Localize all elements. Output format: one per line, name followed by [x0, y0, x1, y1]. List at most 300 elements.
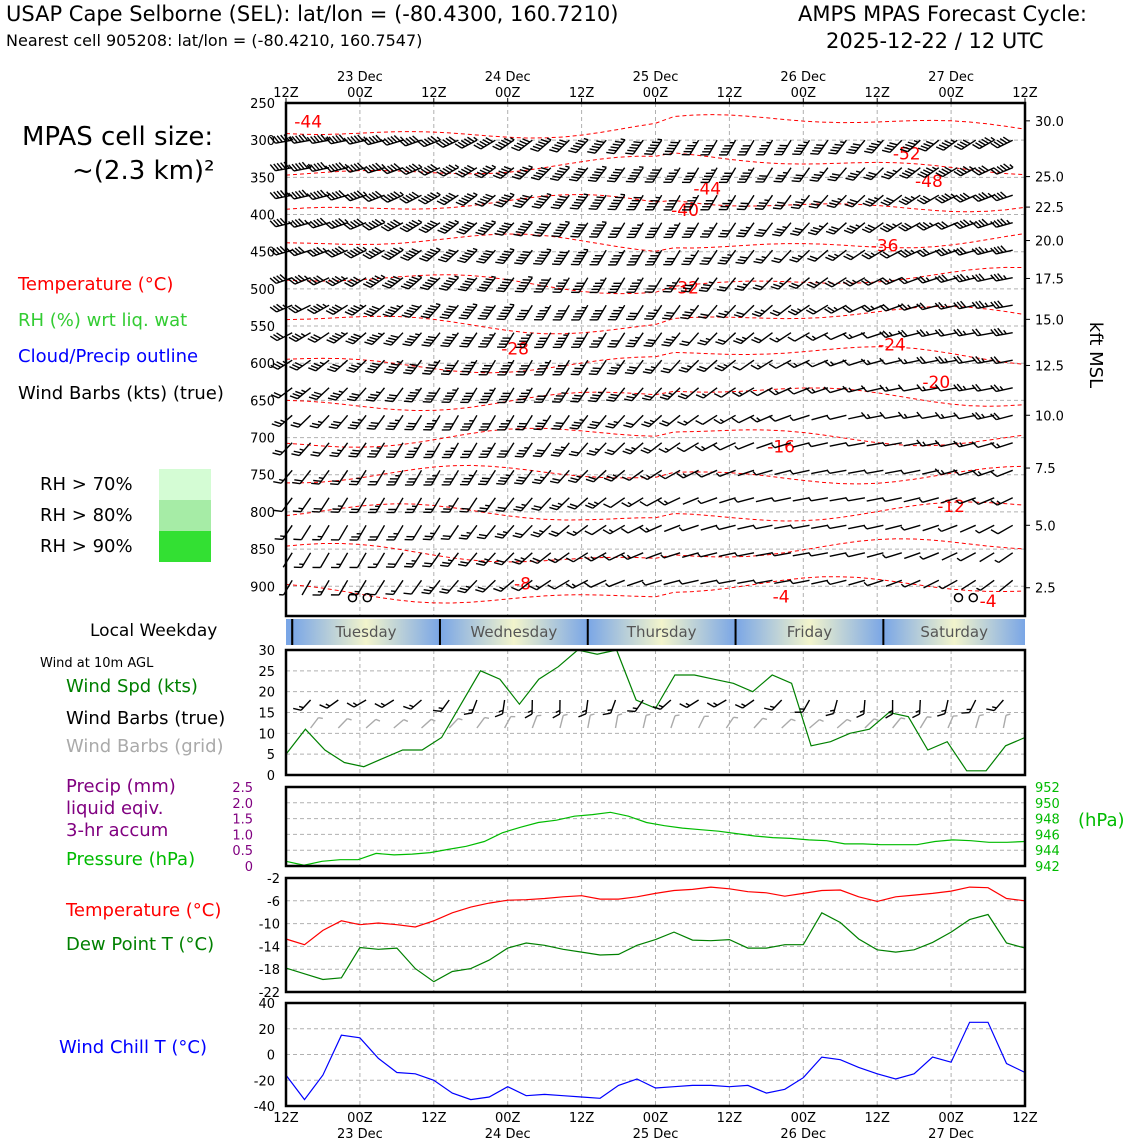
- calm-wind-circle: [969, 594, 977, 602]
- wind-barb: [904, 443, 921, 446]
- wind-barb: [460, 439, 477, 461]
- wind-barb: [440, 549, 458, 570]
- wind-barb: [513, 190, 533, 210]
- wind-barb: [751, 354, 773, 371]
- pressure-label: Pressure (hPa): [66, 849, 196, 870]
- windchill-tick-label: 20: [258, 1022, 275, 1038]
- temp-tick-label: -10: [258, 917, 280, 933]
- wind-barb: [456, 189, 477, 208]
- wind-barb: [608, 302, 625, 324]
- legend-rh70-label: RH > 70%: [40, 474, 133, 495]
- isotherm-label: -4: [979, 592, 997, 613]
- wind-barb: [755, 191, 773, 212]
- wind-barb: [770, 300, 791, 318]
- wind-barb: [640, 492, 662, 508]
- pressure-tick-label: 750: [250, 468, 275, 484]
- temp-panel-label: Temperature (°C): [66, 900, 222, 921]
- pressure-tick-label: 850: [250, 543, 275, 559]
- wind-barb: [386, 494, 403, 516]
- surface-wind-barb: [680, 694, 699, 710]
- wind-barb: [972, 271, 994, 282]
- grid-wind-barb: [782, 718, 796, 731]
- kft-tick-label: 5.0: [1035, 519, 1056, 535]
- forecast-cycle-label: AMPS MPAS Forecast Cycle:: [798, 2, 1087, 26]
- wind-barb: [935, 326, 957, 337]
- wind-barb: [848, 470, 865, 473]
- wind-barb: [455, 162, 476, 179]
- wind-barb: [679, 355, 699, 375]
- isotherm-label: -52: [892, 144, 921, 165]
- pressure-unit-label: (hPa): [1078, 810, 1125, 831]
- wind-barb: [460, 357, 477, 379]
- wind-barb: [898, 381, 920, 392]
- wind-barb: [697, 328, 717, 348]
- wind-barb: [385, 384, 403, 405]
- wind-barb: [571, 356, 588, 378]
- top-time-label: 12Z: [568, 86, 595, 101]
- wind-barb: [793, 443, 809, 447]
- wind-barb: [363, 244, 385, 261]
- wind-barb: [825, 272, 846, 289]
- wind-barb: [770, 327, 791, 344]
- panel-frame-pres: [286, 787, 1025, 866]
- wind-barb: [495, 521, 514, 541]
- wind-barb: [311, 466, 329, 487]
- wind-barb: [681, 246, 698, 267]
- wind-barb: [291, 438, 310, 458]
- kft-tick-label: 30.0: [1035, 114, 1064, 130]
- wind-barb: [827, 411, 846, 419]
- wind-barb: [899, 217, 921, 233]
- wind-barb: [735, 273, 754, 293]
- calm-wind-circle: [363, 594, 371, 602]
- wind-barb: [645, 219, 662, 241]
- wind-barb: [497, 384, 514, 406]
- top-date-label: 27 Dec: [928, 70, 975, 85]
- wind-barb: [737, 191, 754, 212]
- wind-barb: [769, 354, 791, 370]
- wind-barb: [991, 353, 1013, 364]
- wind-barb: [383, 328, 403, 348]
- wind-barb: [381, 161, 403, 175]
- wind-barb: [308, 355, 329, 374]
- wind-barb: [533, 411, 550, 432]
- wind-barb: [790, 466, 809, 474]
- temp-tick-label: -2: [267, 872, 280, 887]
- wind-barb: [589, 329, 606, 351]
- wind-barb: [830, 498, 847, 501]
- wind-barb: [307, 271, 329, 286]
- wind-barb: [476, 217, 496, 237]
- pressure-tick-label: 600: [250, 357, 275, 373]
- wind-speed-line: [286, 650, 1025, 771]
- pressure-tick-label: 450: [250, 245, 275, 261]
- wind-barb: [459, 521, 477, 542]
- wind-barb: [534, 357, 551, 379]
- wind-speed-tick-label: 20: [258, 685, 275, 701]
- wind-barb: [552, 384, 569, 405]
- wind-barb: [626, 274, 643, 296]
- wind-barb: [405, 522, 422, 544]
- wind-barb: [326, 299, 347, 316]
- wind-barb: [719, 498, 735, 503]
- wind-barb: [789, 245, 809, 265]
- wind-barb: [552, 274, 569, 296]
- wind-barb: [935, 353, 957, 364]
- grid-wind-barb: [394, 718, 408, 731]
- isotherm-label: -36: [870, 236, 899, 257]
- wind-barb: [570, 191, 588, 212]
- pressure-tick-label: 946: [1035, 828, 1060, 844]
- wind-barb: [422, 356, 440, 377]
- wind-barb: [363, 272, 385, 290]
- bottom-time-label: 12Z: [273, 1111, 299, 1126]
- wind-barb: [386, 522, 403, 544]
- surface-wind-barb: [525, 700, 532, 718]
- wind-barb: [529, 574, 550, 592]
- surface-wind-barb: [961, 697, 975, 716]
- grid-wind-barb: [477, 716, 489, 730]
- wind-speed-tick-label: 10: [258, 727, 275, 743]
- wind-barb: [627, 580, 643, 586]
- wind-barb: [571, 246, 588, 268]
- wind-barb: [570, 219, 587, 240]
- wind-barb: [625, 356, 643, 377]
- wind-barb: [548, 574, 570, 591]
- wind-barb: [917, 326, 939, 337]
- wind-barb: [459, 494, 476, 515]
- wind-barb: [474, 134, 496, 151]
- wind-barb: [553, 329, 570, 351]
- wind-barb: [789, 272, 810, 291]
- wind-barb: [331, 494, 348, 516]
- wind-barb: [626, 192, 643, 214]
- precip-tick-label: 1.5: [232, 812, 253, 828]
- temp-tick-label: -6: [267, 894, 280, 910]
- precip-tick-label: 0: [244, 860, 253, 875]
- legend-temperature: Temperature (°C): [18, 274, 174, 295]
- wind-barb: [400, 245, 421, 263]
- wind-barb: [753, 246, 772, 266]
- wind-barb: [423, 384, 440, 405]
- wind-barb: [845, 190, 865, 209]
- surface-wind-barb: [375, 694, 394, 709]
- wind-barb: [677, 437, 699, 454]
- wind-barb: [867, 553, 883, 557]
- wind-barb: [845, 494, 864, 501]
- surface-wind-barb: [912, 700, 920, 718]
- wind-barb: [698, 549, 717, 557]
- surface-wind-barb: [857, 699, 865, 717]
- wind-barb: [363, 216, 385, 232]
- pressure-tick-label: 700: [250, 431, 275, 447]
- wind-barb: [310, 438, 329, 459]
- wind-barb: [718, 246, 736, 267]
- wind-barb: [975, 522, 994, 534]
- wind-barb: [736, 219, 754, 240]
- wind-barb: [494, 548, 514, 568]
- wind-barb: [938, 522, 957, 533]
- wind-barb: [436, 134, 458, 149]
- wind-barb: [455, 134, 477, 150]
- surface-wind-barb: [433, 696, 449, 715]
- wind-barb: [551, 438, 569, 459]
- wind-barb: [792, 136, 809, 157]
- wind-barb: [828, 136, 846, 157]
- wind-barb: [806, 299, 828, 316]
- wind-barb: [386, 439, 403, 461]
- wind-barb: [608, 247, 625, 269]
- wind-barb: [976, 577, 994, 591]
- grid-wind-barb: [449, 717, 462, 731]
- wind-barb: [846, 163, 865, 183]
- wind-barb: [991, 409, 1013, 421]
- pressure-tick-label: 300: [250, 134, 275, 150]
- wind-barb: [438, 245, 458, 264]
- wind-barb: [755, 164, 772, 186]
- wind-barb: [827, 576, 846, 584]
- wind-barb: [478, 301, 496, 322]
- wind-barb: [863, 163, 883, 183]
- wind-barb: [419, 217, 440, 235]
- wind-barb: [589, 219, 606, 241]
- wind-barb: [585, 519, 606, 536]
- wind-barb: [790, 521, 809, 528]
- wind-barb: [991, 381, 1013, 392]
- wind-barb: [405, 494, 422, 516]
- surface-wind-barb: [320, 694, 339, 710]
- surface-wind-barb: [603, 698, 616, 717]
- wind-barb: [714, 436, 736, 451]
- wind-barb: [569, 163, 588, 184]
- surface-wind-barb: [937, 698, 948, 717]
- wind-barb: [440, 329, 458, 350]
- wind-barb: [645, 247, 662, 269]
- wind-barb: [751, 382, 773, 398]
- wind-barb: [696, 382, 717, 400]
- wind-barb: [514, 246, 532, 267]
- wind-barb: [737, 525, 754, 529]
- wind-barb: [645, 164, 662, 186]
- wind-barb: [549, 493, 569, 513]
- wind-barb: [679, 522, 698, 532]
- top-time-label: 12Z: [421, 86, 447, 101]
- wind-barb: [678, 382, 699, 401]
- wind-barb: [753, 466, 772, 475]
- surface-wind-barb: [553, 700, 560, 718]
- wind-barb: [330, 466, 347, 487]
- wind-barb: [642, 576, 661, 585]
- wind-barb: [700, 219, 717, 241]
- wind-barb: [623, 437, 643, 456]
- surface-wind-barb: [347, 694, 366, 709]
- wind-barb: [864, 521, 883, 529]
- wind-barb: [329, 411, 348, 432]
- wind-barb: [551, 191, 570, 212]
- wind-barb: [736, 246, 754, 267]
- wind-barb: [961, 580, 975, 589]
- isotherm-label: -44: [693, 179, 722, 200]
- wind-barb: [475, 575, 495, 595]
- wind-barb: [661, 549, 680, 559]
- precip-label-3: 3-hr accum: [66, 820, 169, 841]
- weekday-name: Thursday: [626, 623, 697, 641]
- wind-barb: [289, 327, 311, 344]
- bottom-time-label: 00Z: [494, 1111, 521, 1126]
- wind-barb: [827, 521, 846, 528]
- wind-barb: [880, 381, 902, 392]
- pressure-tick-label: 250: [250, 97, 275, 112]
- grid-wind-barb: [422, 718, 436, 731]
- wind-barb: [345, 300, 366, 318]
- weekday-name: Saturday: [920, 623, 988, 641]
- wind-barb: [516, 384, 533, 406]
- wind-barb: [661, 328, 680, 349]
- wind-barb: [348, 439, 366, 460]
- wind-barb: [641, 410, 661, 429]
- wind-barb: [682, 137, 699, 159]
- wind-barb: [917, 353, 939, 364]
- wind-barb: [645, 274, 662, 296]
- wind-barb: [513, 493, 532, 514]
- wind-barb: [312, 494, 329, 515]
- wind-barb: [552, 246, 569, 267]
- wind-barb: [512, 162, 533, 182]
- bottom-time-label: 12Z: [864, 1111, 890, 1126]
- wind-barb: [849, 580, 865, 585]
- wind-barb: [345, 272, 367, 289]
- grid-wind-barb: [726, 716, 738, 731]
- wind-barb: [585, 492, 606, 510]
- wind-barb: [291, 410, 311, 430]
- wind-barb: [513, 520, 533, 540]
- wind-barb: [991, 134, 1013, 150]
- wind-barb: [697, 355, 717, 374]
- wind-barb: [308, 327, 329, 345]
- wind-barb: [807, 272, 828, 290]
- top-date-label: 23 Dec: [336, 70, 383, 85]
- wind-barb: [752, 300, 772, 319]
- wind-barb: [441, 356, 458, 377]
- wind-barb: [960, 525, 976, 532]
- wind-barb: [991, 271, 1013, 282]
- grid-wind-barb: [699, 715, 709, 730]
- wind-barb: [571, 274, 588, 296]
- pressure-tick-label: 948: [1035, 812, 1060, 828]
- wind-barb: [626, 163, 644, 185]
- isotherm-label: -48: [915, 172, 943, 193]
- wind-barb: [658, 464, 680, 480]
- wind-barb: [423, 467, 440, 489]
- wind-barb: [402, 300, 422, 320]
- wind-barb: [400, 189, 422, 205]
- wind-barb: [589, 191, 607, 212]
- wind-barb: [904, 553, 920, 559]
- wind-barb: [553, 302, 570, 324]
- top-time-label: 00Z: [938, 86, 964, 101]
- bottom-time-label: 00Z: [642, 1111, 669, 1126]
- pressure-tick-label: 952: [1035, 781, 1060, 796]
- top-time-label: 00Z: [494, 86, 521, 101]
- wind-barb: [626, 301, 643, 323]
- wind-barb: [533, 439, 551, 460]
- top-time-label: 00Z: [347, 86, 373, 101]
- wind-barb: [399, 161, 422, 176]
- wind-barb: [437, 189, 458, 206]
- grid-wind-barb: [643, 713, 650, 729]
- wind-barb: [790, 576, 809, 584]
- wind-barb: [793, 498, 810, 501]
- wind-barb: [808, 549, 827, 556]
- wind-barb: [775, 470, 791, 474]
- grid-wind-barb: [865, 717, 878, 730]
- wind-barb: [808, 218, 828, 238]
- isotherm-label: -40: [671, 201, 699, 222]
- wind-barb: [386, 411, 403, 432]
- wind-barb: [606, 577, 625, 588]
- bottom-time-label: 12Z: [1012, 1111, 1038, 1126]
- wind-barb: [827, 190, 847, 210]
- wind-barb: [331, 522, 348, 544]
- wind-barb: [457, 245, 477, 265]
- wind-barb: [386, 549, 403, 571]
- isotherm-label: -20: [922, 372, 951, 393]
- wind-barb: [512, 548, 532, 567]
- wind-barb: [679, 328, 698, 348]
- bottom-date-label: 26 Dec: [780, 1127, 827, 1140]
- wind-barb: [497, 357, 514, 379]
- wind-barb: [368, 549, 385, 571]
- wind-barb: [737, 164, 754, 186]
- wind-barb: [496, 274, 514, 295]
- wind-barb: [625, 136, 643, 157]
- wind-barb: [589, 247, 606, 269]
- wind-barb: [441, 521, 459, 542]
- kft-tick-label: 10.0: [1035, 409, 1064, 425]
- wind-barb: [774, 164, 791, 185]
- kft-tick-label: 7.5: [1035, 462, 1056, 478]
- kft-tick-label: 12.5: [1035, 359, 1064, 375]
- wind-barb: [423, 439, 440, 461]
- bottom-time-label: 00Z: [790, 1111, 817, 1126]
- wind-barb: [608, 274, 625, 296]
- wind-barb: [289, 299, 311, 315]
- wind-barb: [442, 412, 459, 434]
- wind-barb: [719, 164, 736, 186]
- wind-barb: [495, 245, 514, 266]
- barbs-grid-label: Wind Barbs (grid): [66, 736, 224, 757]
- wind-barb: [827, 466, 846, 473]
- wind-barb: [495, 218, 514, 238]
- isotherm-label: -44: [294, 112, 323, 133]
- wind-barb: [719, 553, 736, 557]
- wind-barb: [571, 302, 588, 324]
- dewpoint-label: Dew Point T (°C): [66, 934, 215, 955]
- wind-barb: [302, 580, 311, 595]
- wind-barb: [607, 164, 625, 185]
- wind-barb: [882, 549, 901, 558]
- wind-barb: [531, 493, 550, 513]
- windchill-tick-label: -20: [253, 1074, 275, 1090]
- grid-wind-barb: [616, 713, 623, 728]
- wind-barb: [991, 161, 1014, 176]
- wind-barb: [844, 244, 865, 262]
- wind-barb: [588, 384, 606, 405]
- calm-wind-circle: [954, 594, 962, 602]
- wind-barb: [627, 247, 644, 269]
- wind-barb: [362, 189, 384, 203]
- kft-tick-label: 22.5: [1035, 201, 1064, 217]
